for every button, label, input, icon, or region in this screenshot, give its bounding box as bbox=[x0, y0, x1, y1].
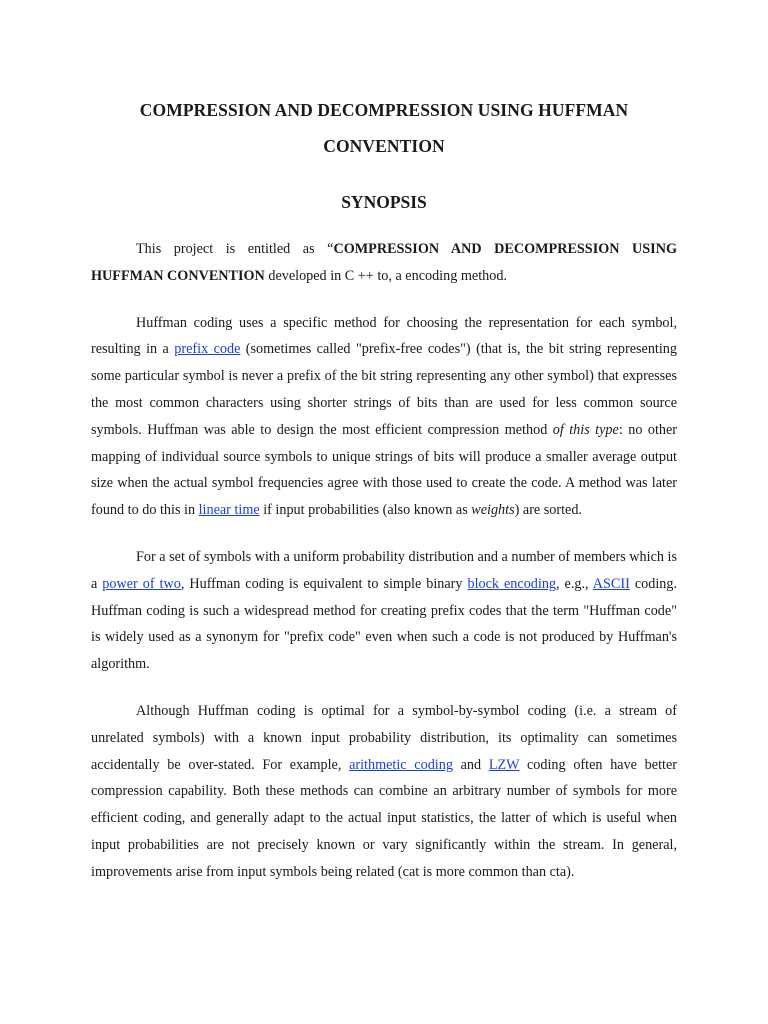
text-run: coding often have better compression capability. Both these methods can combine an arbitrary number of symbols for more efficient coding, and generally adapt to the actual input statistics, the latter of which is useful when input probabilities are not precisely known or vary significantly within the stream. In general, improvements arise from input symbols being related (cat is more common than cta). bbox=[91, 756, 677, 880]
bold-project-title: COMPRESSION AND DECOMPRESSION USING HUFFMAN CONVENTION bbox=[91, 241, 677, 284]
link-lzw[interactable]: LZW bbox=[488, 756, 520, 773]
italic-of-this-type: of this type bbox=[552, 421, 619, 438]
text-run: and bbox=[452, 756, 489, 773]
link-block-encoding[interactable]: block encoding bbox=[467, 575, 557, 592]
paragraph-optimality bbox=[91, 698, 677, 886]
italic-weights: weights bbox=[471, 502, 515, 519]
text-run: developed in C ++ to, a encoding method. bbox=[264, 267, 507, 284]
paragraph-huffman-coding bbox=[91, 310, 677, 524]
text-run: : no other mapping of individual source symbols to unique strings of bits will produce a smaller average output size when the actual symbol frequencies agree with those used to create the code. A method was later found to do this in bbox=[91, 421, 678, 519]
link-prefix-code[interactable]: prefix code bbox=[174, 341, 241, 358]
text-run: coding. Huffman coding is such a widespread method for creating prefix codes that the term "Huffman code" is widely used as a synonym for "prefix code" even when such a code is not produced by Huffman's algorithm. bbox=[91, 575, 677, 673]
paragraph-intro bbox=[91, 236, 677, 290]
link-power-of-two[interactable]: power of two bbox=[102, 575, 181, 592]
text-run: (sometimes called "prefix-free codes") (that is, the bit string representing some particular symbol is never a prefix of the bit string representing any other symbol) that expresses the most common characters using shorter strings of bits than are used for less common source symbols. Huffman was able to design the most efficient compression method bbox=[91, 341, 677, 438]
text-run: , Huffman coding is equivalent to simple binary bbox=[180, 575, 468, 592]
text-run: This project is entitled as “ bbox=[136, 241, 334, 257]
link-ascii[interactable]: ASCII bbox=[592, 575, 630, 592]
link-linear-time[interactable]: linear time bbox=[198, 502, 260, 519]
text-run: Although Huffman coding is optimal for a symbol-by-symbol coding (i.e. a stream of unrelated symbols) with a known input probability distribution, its optimality can sometimes accidentally be over-stated. For example, bbox=[91, 702, 677, 773]
text-run: if input probabilities (also known as bbox=[259, 502, 472, 519]
link-arithmetic-coding[interactable]: arithmetic coding bbox=[349, 756, 453, 773]
text-run: , e.g., bbox=[556, 575, 593, 592]
section-heading-synopsis: SYNOPSIS bbox=[341, 192, 427, 212]
text-run: For a set of symbols with a uniform probability distribution and a number of members which is a bbox=[91, 548, 677, 592]
paragraph-uniform-distribution bbox=[91, 544, 677, 678]
text-run: ) are sorted. bbox=[514, 502, 582, 519]
text-run: Huffman coding uses a specific method for choosing the representation for each symbol, resulting in a bbox=[91, 314, 677, 358]
document-title: COMPRESSION AND DECOMPRESSION USING HUFFMAN CONVENTION bbox=[139, 100, 629, 156]
